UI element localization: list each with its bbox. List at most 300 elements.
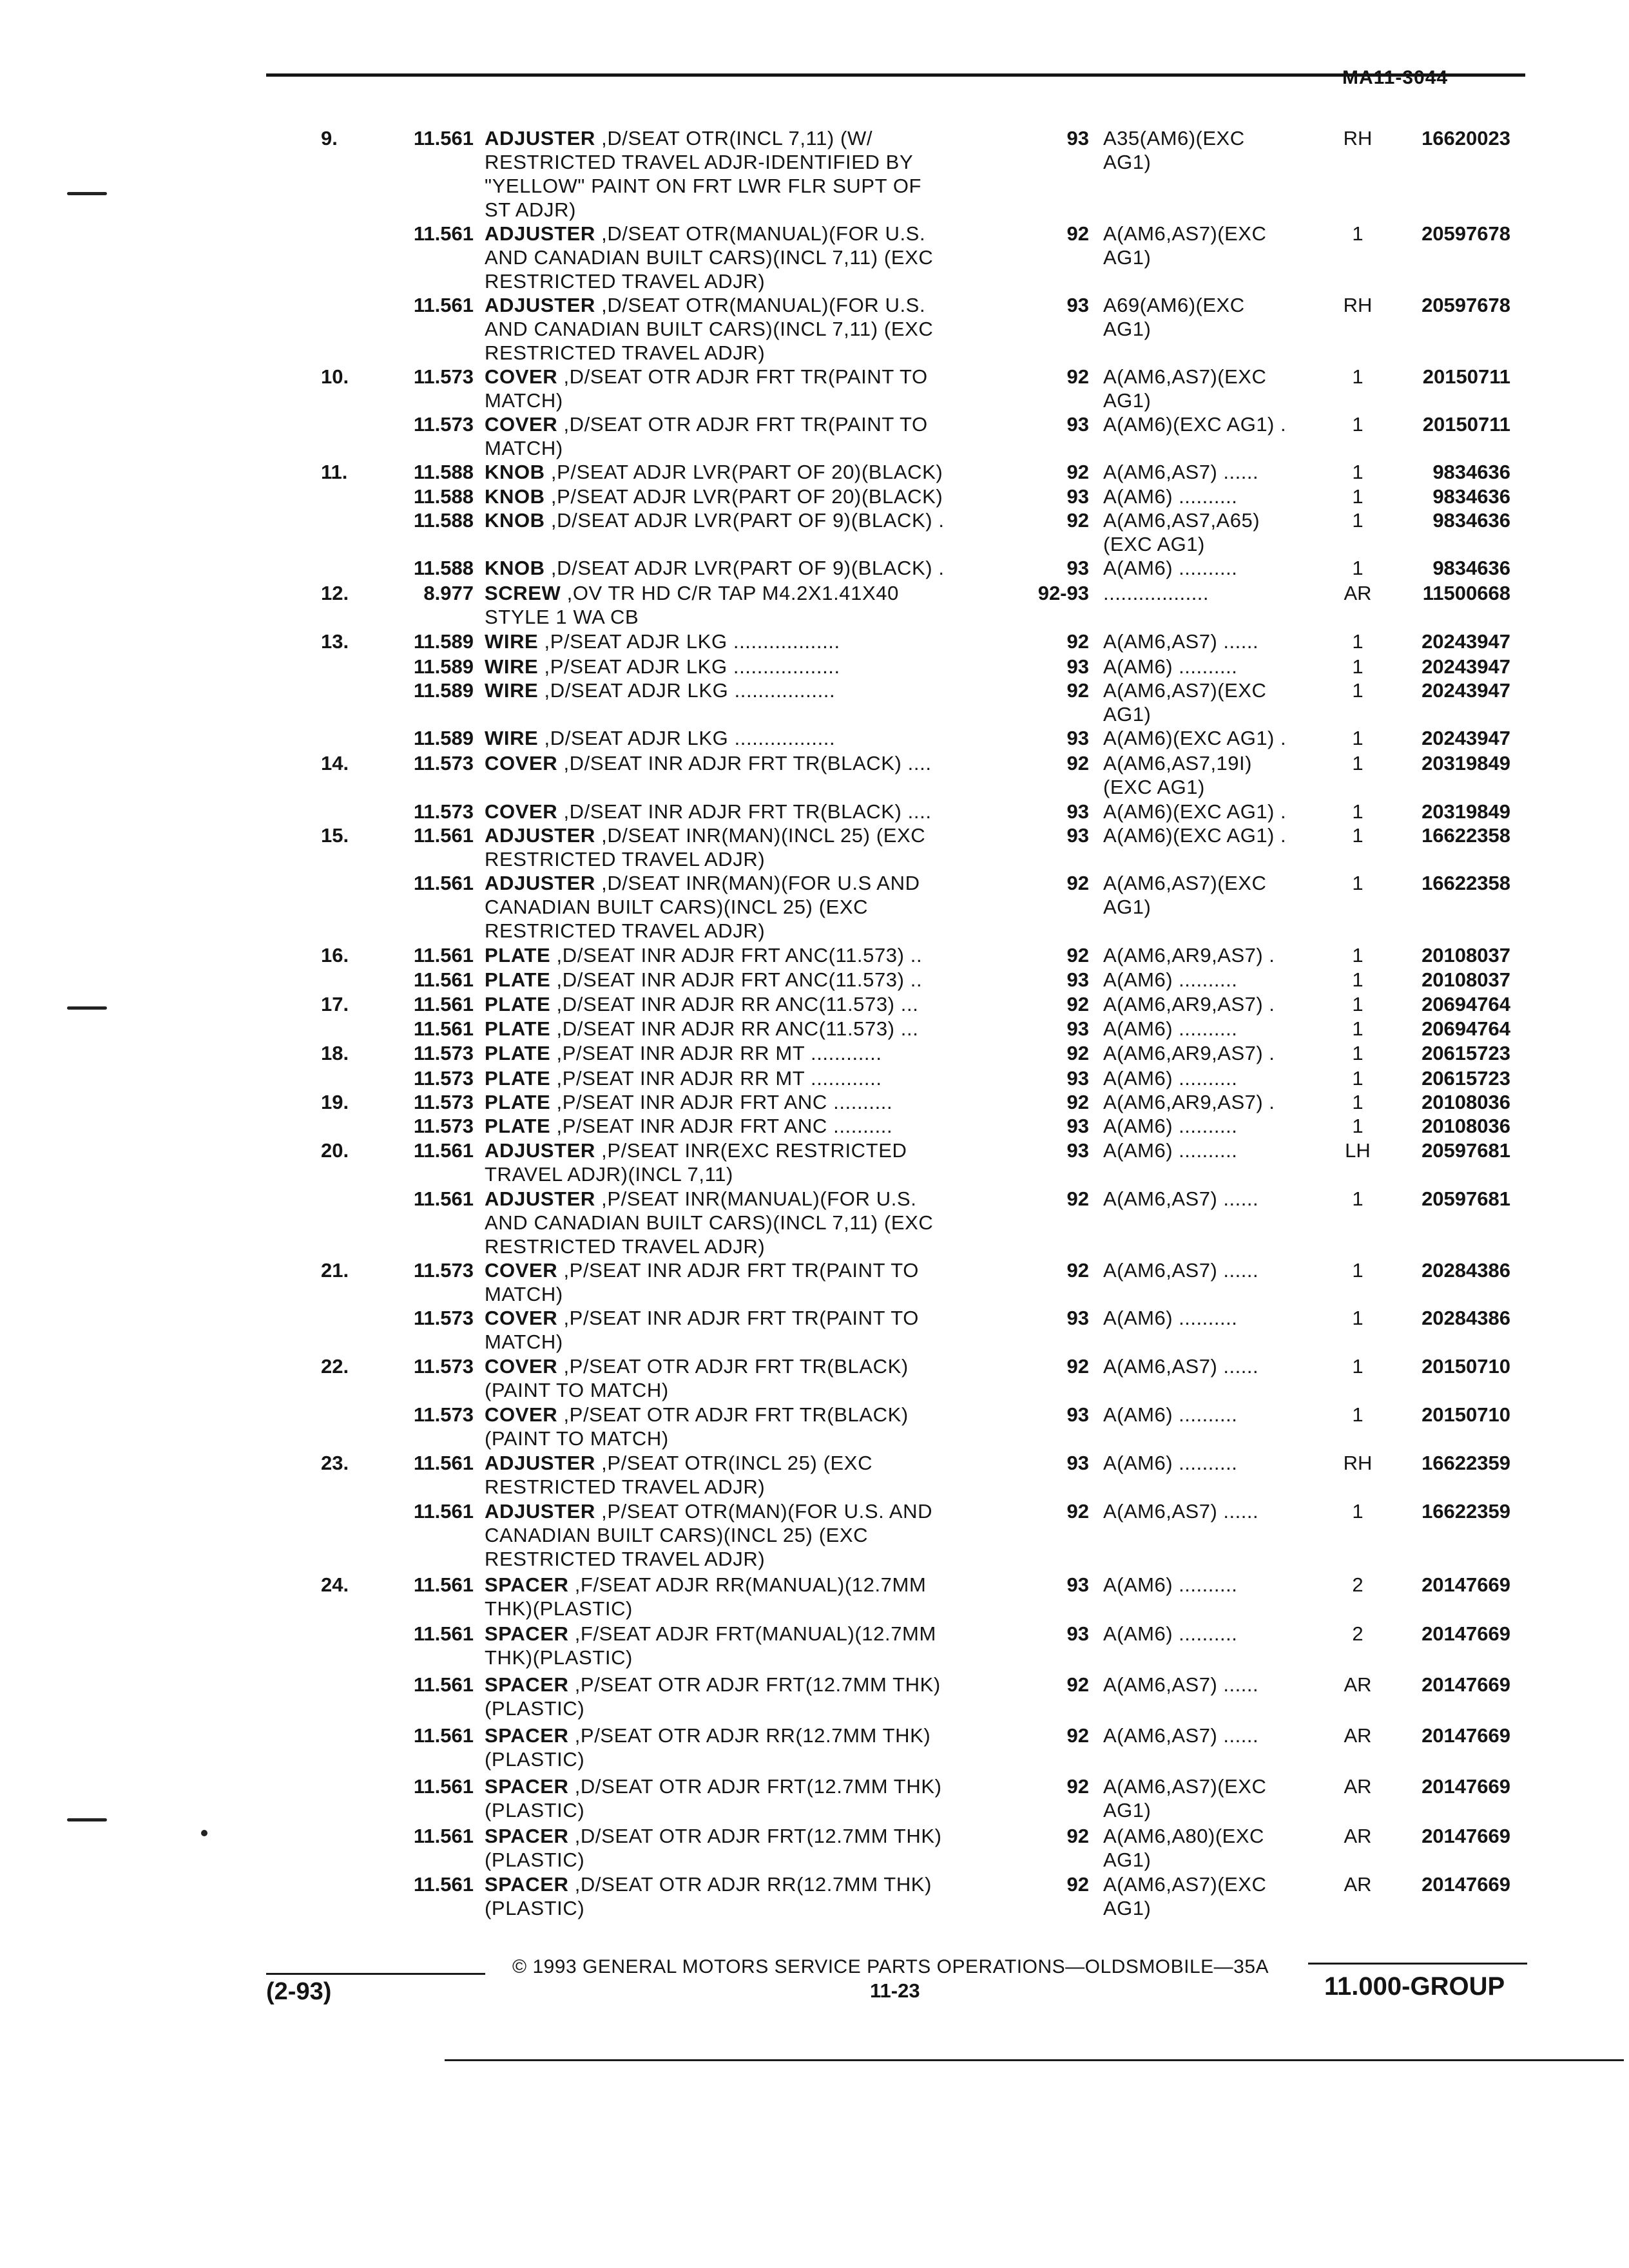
table-row xyxy=(0,1114,1629,1139)
group-number: 11.561 xyxy=(413,1825,474,1847)
part-number: 9834636 xyxy=(1432,485,1510,508)
model-applicability: A(AM6,AS7)(EXC AG1) xyxy=(1103,679,1267,726)
group-number: 11.573 xyxy=(413,1091,474,1113)
part-number: 16622358 xyxy=(1422,872,1510,894)
model-applicability: A(AM6,AS7) ...... xyxy=(1103,1355,1259,1378)
quantity: 1 xyxy=(1352,727,1364,749)
part-number: 20108037 xyxy=(1422,944,1510,966)
quantity: RH xyxy=(1343,1452,1373,1474)
quantity: AR xyxy=(1344,1775,1372,1798)
part-detail: ,P/SEAT OTR(INCL 25) (EXC RESTRICTED TRAVEL ADJR) xyxy=(485,1452,873,1498)
model-applicability: A(AM6) .......... xyxy=(1103,1115,1238,1137)
model-applicability: A(AM6) .......... xyxy=(1103,1573,1238,1596)
part-detail: ,D/SEAT INR ADJR RR ANC(11.573) ... xyxy=(550,993,919,1015)
table-row xyxy=(0,1090,1629,1114)
part-name: SPACER xyxy=(485,1622,569,1645)
part-name: COVER xyxy=(485,1307,558,1329)
part-detail: ,D/SEAT INR ADJR RR ANC(11.573) ... xyxy=(550,1017,919,1040)
part-detail: ,F/SEAT ADJR FRT(MANUAL)(12.7MM THK)(PLASTIC) xyxy=(485,1622,936,1669)
part-detail: ,D/SEAT OTR(MANUAL)(FOR U.S. AND CANADIAN BUILT CARS)(INCL 7,11) (EXC RESTRICTED TRAVEL ADJR) xyxy=(485,222,934,293)
quantity: 1 xyxy=(1352,800,1364,823)
figure-number: 10. xyxy=(321,365,349,388)
model-year: 93 xyxy=(1066,1622,1089,1645)
part-number: 20319849 xyxy=(1422,752,1510,774)
model-year: 92 xyxy=(1066,222,1089,245)
table-row xyxy=(0,485,1629,508)
quantity: 1 xyxy=(1352,1091,1364,1113)
part-number: 20147669 xyxy=(1422,1775,1510,1798)
model-year: 93 xyxy=(1066,1307,1089,1329)
model-year: 92 xyxy=(1066,1355,1089,1378)
group-number: 11.561 xyxy=(413,127,474,149)
quantity: AR xyxy=(1344,1673,1372,1696)
table-row xyxy=(0,1573,1629,1622)
part-description xyxy=(485,1724,1013,1771)
part-number: 20615723 xyxy=(1422,1042,1510,1064)
model-applicability: A(AM6,A80)(EXC AG1) xyxy=(1103,1825,1264,1871)
model-year: 92 xyxy=(1066,630,1089,653)
quantity: 1 xyxy=(1352,1067,1364,1090)
model-year: 92 xyxy=(1066,365,1089,388)
group-number: 11.573 xyxy=(413,413,474,436)
quantity: 1 xyxy=(1352,1187,1364,1210)
part-name: WIRE xyxy=(485,727,539,749)
model-year: 93 xyxy=(1066,968,1089,991)
part-detail: ,P/SEAT INR ADJR FRT TR(PAINT TO MATCH) xyxy=(485,1307,919,1353)
part-number: 20150711 xyxy=(1422,413,1510,436)
model-year: 92-93 xyxy=(1037,582,1089,604)
model-applicability: A(AM6,AS7,A65) (EXC AG1) xyxy=(1103,509,1260,555)
model-applicability: A(AM6,AR9,AS7) . xyxy=(1103,1042,1275,1064)
group-number: 11.561 xyxy=(413,1017,474,1040)
part-name: PLATE xyxy=(485,1115,551,1137)
group-number: 11.589 xyxy=(413,679,474,702)
model-applicability: A(AM6) .......... xyxy=(1103,1452,1238,1474)
model-year: 92 xyxy=(1066,1825,1089,1847)
table-row xyxy=(0,800,1629,823)
quantity: 1 xyxy=(1352,1403,1364,1426)
model-applicability: A(AM6,AS7) ...... xyxy=(1103,1500,1259,1523)
part-detail: ,D/SEAT OTR(INCL 7,11) (W/ RESTRICTED TRAVEL ADJR-IDENTIFIED BY "YELLOW" PAINT ON FRT LWR FLR SUPT OF ST ADJR) xyxy=(485,127,922,221)
part-description xyxy=(485,1824,1013,1872)
part-detail: ,D/SEAT ADJR LVR(PART OF 9)(BLACK) . xyxy=(545,509,945,532)
model-year: 92 xyxy=(1066,752,1089,774)
group-number: 11.573 xyxy=(413,1355,474,1378)
model-year: 92 xyxy=(1066,1673,1089,1696)
group-number: 11.573 xyxy=(413,365,474,388)
model-year: 92 xyxy=(1066,1259,1089,1282)
copyright-notice: © 1993 GENERAL MOTORS SERVICE PARTS OPERATIONS—OLDSMOBILE—35A xyxy=(512,1956,1269,1977)
part-description xyxy=(485,1774,1013,1822)
figure-number: 16. xyxy=(321,944,349,966)
model-year: 93 xyxy=(1066,1573,1089,1596)
part-description xyxy=(485,1258,1013,1306)
table-row xyxy=(0,678,1629,726)
group-number: 11.561 xyxy=(413,872,474,894)
revision-date: (2-93) xyxy=(266,1978,332,2005)
model-applicability: A(AM6) .......... xyxy=(1103,557,1238,579)
part-detail: ,F/SEAT ADJR RR(MANUAL)(12.7MM THK)(PLASTIC) xyxy=(485,1573,927,1620)
table-row xyxy=(0,581,1629,629)
part-name: COVER xyxy=(485,1403,558,1426)
punch-mark xyxy=(67,1006,107,1010)
table-row xyxy=(0,1258,1629,1306)
part-detail: ,P/SEAT OTR ADJR FRT(12.7MM THK) (PLASTIC) xyxy=(485,1673,941,1720)
table-row xyxy=(0,126,1629,222)
part-name: COVER xyxy=(485,365,558,388)
model-year: 93 xyxy=(1066,727,1089,749)
model-applicability: A(AM6) .......... xyxy=(1103,1622,1238,1645)
part-name: PLATE xyxy=(485,1091,551,1113)
group-number: 11.561 xyxy=(413,1452,474,1474)
group-number: 11.589 xyxy=(413,630,474,653)
quantity: 1 xyxy=(1352,872,1364,894)
part-number: 20597681 xyxy=(1422,1187,1510,1210)
figure-number: 11. xyxy=(321,461,348,483)
part-description xyxy=(485,1451,1013,1499)
part-number: 20284386 xyxy=(1422,1307,1510,1329)
table-row xyxy=(0,968,1629,992)
part-detail: ,P/SEAT INR ADJR FRT TR(PAINT TO MATCH) xyxy=(485,1259,919,1305)
table-row xyxy=(0,1872,1629,1921)
top-rule xyxy=(266,73,1525,77)
quantity: 1 xyxy=(1352,944,1364,966)
figure-number: 20. xyxy=(321,1139,349,1162)
quantity: 2 xyxy=(1352,1573,1364,1596)
part-number: 20147669 xyxy=(1422,1873,1510,1896)
part-description xyxy=(485,1872,1013,1920)
table-row xyxy=(0,655,1629,678)
part-detail: ,P/SEAT INR(MANUAL)(FOR U.S. AND CANADIAN BUILT CARS)(INCL 7,11) (EXC RESTRICTED TRAVEL ADJR) xyxy=(485,1187,934,1258)
part-number: 20147669 xyxy=(1422,1724,1510,1747)
part-number: 20108036 xyxy=(1422,1115,1510,1137)
quantity: 2 xyxy=(1352,1622,1364,1645)
model-year: 93 xyxy=(1066,413,1089,436)
part-number: 20108037 xyxy=(1422,968,1510,991)
part-name: PLATE xyxy=(485,1017,551,1040)
part-description xyxy=(485,823,1013,871)
part-name: ADJUSTER xyxy=(485,1452,595,1474)
part-description xyxy=(485,1139,1013,1186)
quantity: 1 xyxy=(1352,509,1364,532)
part-number: 9834636 xyxy=(1432,509,1510,532)
quantity: 1 xyxy=(1352,557,1364,579)
group-number: 11.561 xyxy=(413,944,474,966)
group-number: 11.588 xyxy=(413,485,474,508)
part-name: SPACER xyxy=(485,1573,569,1596)
quantity: 1 xyxy=(1352,679,1364,702)
part-description xyxy=(485,1354,1013,1402)
page-number: 11-23 xyxy=(870,1979,920,2002)
table-row xyxy=(0,629,1629,655)
quantity: 1 xyxy=(1352,1259,1364,1282)
model-applicability: A(AM6) .......... xyxy=(1103,968,1238,991)
group-number: 11.561 xyxy=(413,1500,474,1523)
part-number: 9834636 xyxy=(1432,461,1510,483)
model-year: 92 xyxy=(1066,461,1089,483)
table-row xyxy=(0,293,1629,365)
quantity: 1 xyxy=(1352,824,1364,847)
table-row xyxy=(0,365,1629,412)
part-description xyxy=(485,1499,1013,1571)
part-detail: ,P/SEAT INR(EXC RESTRICTED TRAVEL ADJR)(INCL 7,11) xyxy=(485,1139,907,1186)
model-applicability: A(AM6,AS7) ...... xyxy=(1103,1259,1259,1282)
part-description xyxy=(485,1622,1013,1669)
group-number: 8.977 xyxy=(423,582,474,604)
part-number: 9834636 xyxy=(1432,557,1510,579)
group-number: 11.561 xyxy=(413,1775,474,1798)
quantity: 1 xyxy=(1352,1017,1364,1040)
model-year: 92 xyxy=(1066,679,1089,702)
group-number: 11.573 xyxy=(413,1259,474,1282)
model-applicability: A(AM6)(EXC AG1) . xyxy=(1103,413,1287,436)
part-detail: ,P/SEAT ADJR LVR(PART OF 20)(BLACK) xyxy=(545,485,943,508)
part-detail: ,D/SEAT INR ADJR FRT ANC(11.573) .. xyxy=(550,968,923,991)
part-detail: ,P/SEAT INR ADJR FRT ANC .......... xyxy=(550,1115,893,1137)
model-applicability: A(AM6)(EXC AG1) . xyxy=(1103,727,1287,749)
model-applicability: A(AM6,AS7)(EXC AG1) xyxy=(1103,222,1267,269)
part-name: ADJUSTER xyxy=(485,824,595,847)
group-label: 11.000-GROUP xyxy=(1324,1972,1505,2001)
part-description xyxy=(485,1187,1013,1258)
model-applicability: A(AM6,AS7) ...... xyxy=(1103,630,1259,653)
bottom-rule xyxy=(445,2059,1624,2061)
model-applicability: A(AM6,AR9,AS7) . xyxy=(1103,1091,1275,1113)
model-applicability: A35(AM6)(EXC AG1) xyxy=(1103,127,1245,173)
table-row xyxy=(0,222,1629,293)
part-detail: ,P/SEAT OTR ADJR FRT TR(BLACK) (PAINT TO MATCH) xyxy=(485,1403,909,1450)
model-year: 92 xyxy=(1066,509,1089,532)
part-description xyxy=(485,485,1013,508)
part-description xyxy=(485,1041,1013,1065)
parts-list xyxy=(0,126,1629,1921)
model-year: 93 xyxy=(1066,557,1089,579)
part-name: KNOB xyxy=(485,485,545,508)
part-number: 16620023 xyxy=(1422,127,1510,149)
figure-number: 23. xyxy=(321,1452,349,1474)
part-detail: ,D/SEAT INR ADJR FRT ANC(11.573) .. xyxy=(550,944,923,966)
document-id: MA11-3044 xyxy=(1342,67,1449,88)
part-number: 20150710 xyxy=(1422,1403,1510,1426)
model-year: 92 xyxy=(1066,1500,1089,1523)
quantity: 1 xyxy=(1352,461,1364,483)
model-year: 92 xyxy=(1066,993,1089,1015)
part-number: 16622359 xyxy=(1422,1500,1510,1523)
quantity: 1 xyxy=(1352,1042,1364,1064)
model-applicability: A(AM6) .......... xyxy=(1103,1307,1238,1329)
group-number: 11.561 xyxy=(413,1573,474,1596)
model-applicability: A(AM6,AS7,19I) (EXC AG1) xyxy=(1103,752,1252,798)
quantity: 1 xyxy=(1352,1500,1364,1523)
part-number: 20150711 xyxy=(1422,365,1510,388)
part-description xyxy=(485,726,1013,750)
group-number: 11.561 xyxy=(413,993,474,1015)
model-year: 93 xyxy=(1066,294,1089,316)
group-number: 11.588 xyxy=(413,461,474,483)
part-number: 20147669 xyxy=(1422,1622,1510,1645)
model-year: 93 xyxy=(1066,127,1089,149)
quantity: 1 xyxy=(1352,365,1364,388)
part-number: 20150710 xyxy=(1422,1355,1510,1378)
table-row xyxy=(0,943,1629,968)
part-description xyxy=(485,655,1013,678)
part-name: SCREW xyxy=(485,582,561,604)
model-applicability: A(AM6) .......... xyxy=(1103,1067,1238,1090)
part-description xyxy=(485,678,1013,702)
part-description xyxy=(485,508,1013,532)
part-description xyxy=(485,412,1013,460)
table-row xyxy=(0,1187,1629,1258)
model-applicability: A(AM6)(EXC AG1) . xyxy=(1103,800,1287,823)
group-number: 11.561 xyxy=(413,222,474,245)
part-detail: ,P/SEAT OTR(MAN)(FOR U.S. AND CANADIAN BUILT CARS)(INCL 25) (EXC RESTRICTED TRAVEL ADJR) xyxy=(485,1500,933,1570)
group-number: 11.561 xyxy=(413,1873,474,1896)
part-name: COVER xyxy=(485,1259,558,1282)
quantity: RH xyxy=(1343,294,1373,316)
figure-number: 13. xyxy=(321,630,349,653)
quantity: 1 xyxy=(1352,1115,1364,1137)
model-year: 92 xyxy=(1066,1873,1089,1896)
part-name: COVER xyxy=(485,1355,558,1378)
punch-mark xyxy=(67,192,107,195)
model-year: 92 xyxy=(1066,872,1089,894)
part-detail: ,D/SEAT OTR ADJR FRT TR(PAINT TO MATCH) xyxy=(485,413,928,459)
model-applicability: .................. xyxy=(1103,582,1210,604)
part-name: WIRE xyxy=(485,679,539,702)
model-applicability: A(AM6) .......... xyxy=(1103,1139,1238,1162)
quantity: 1 xyxy=(1352,485,1364,508)
part-name: PLATE xyxy=(485,944,551,966)
part-number: 20319849 xyxy=(1422,800,1510,823)
table-row xyxy=(0,1673,1629,1724)
part-detail: ,D/SEAT OTR ADJR FRT(12.7MM THK) (PLASTIC) xyxy=(485,1825,942,1871)
model-year: 92 xyxy=(1066,1042,1089,1064)
part-name: PLATE xyxy=(485,993,551,1015)
table-row xyxy=(0,1451,1629,1499)
part-description xyxy=(485,751,1013,775)
model-year: 92 xyxy=(1066,1091,1089,1113)
model-applicability: A(AM6,AS7) ...... xyxy=(1103,1724,1259,1747)
part-description xyxy=(485,581,1013,629)
group-number: 11.573 xyxy=(413,752,474,774)
part-number: 20597681 xyxy=(1422,1139,1510,1162)
part-description xyxy=(485,1573,1013,1620)
part-detail: ,D/SEAT OTR ADJR FRT(12.7MM THK) (PLASTIC) xyxy=(485,1775,942,1821)
part-description xyxy=(485,460,1013,484)
part-name: PLATE xyxy=(485,968,551,991)
group-number: 11.573 xyxy=(413,800,474,823)
model-year: 93 xyxy=(1066,1139,1089,1162)
group-number: 11.561 xyxy=(413,968,474,991)
model-year: 93 xyxy=(1066,485,1089,508)
table-row xyxy=(0,1403,1629,1451)
quantity: AR xyxy=(1344,582,1372,604)
table-row xyxy=(0,1066,1629,1090)
quantity: LH xyxy=(1345,1139,1371,1162)
part-description xyxy=(485,992,1013,1016)
table-row xyxy=(0,823,1629,871)
table-row xyxy=(0,871,1629,943)
part-description xyxy=(485,871,1013,943)
part-description xyxy=(485,629,1013,653)
part-detail: ,D/SEAT OTR(MANUAL)(FOR U.S. AND CANADIAN BUILT CARS)(INCL 7,11) (EXC RESTRICTED TRAVEL ADJR) xyxy=(485,294,934,364)
model-year: 93 xyxy=(1066,1452,1089,1474)
part-name: COVER xyxy=(485,800,558,823)
part-number: 20147669 xyxy=(1422,1573,1510,1596)
model-applicability: A(AM6,AS7)(EXC AG1) xyxy=(1103,1873,1267,1919)
group-number: 11.588 xyxy=(413,509,474,532)
table-row xyxy=(0,992,1629,1017)
group-number: 11.573 xyxy=(413,1042,474,1064)
part-detail: ,D/SEAT INR ADJR FRT TR(BLACK) .... xyxy=(557,800,932,823)
table-row xyxy=(0,726,1629,751)
part-detail: ,P/SEAT INR ADJR RR MT ............ xyxy=(550,1067,882,1090)
figure-number: 21. xyxy=(321,1259,349,1282)
part-detail: ,D/SEAT INR(MAN)(INCL 25) (EXC RESTRICTED TRAVEL ADJR) xyxy=(485,824,926,870)
part-detail: ,D/SEAT ADJR LKG ................. xyxy=(538,679,836,702)
punch-mark xyxy=(67,1818,107,1821)
model-applicability: A(AM6,AS7) ...... xyxy=(1103,1673,1259,1696)
table-row xyxy=(0,556,1629,581)
quantity: 1 xyxy=(1352,413,1364,436)
quantity: AR xyxy=(1344,1873,1372,1896)
part-detail: ,D/SEAT OTR ADJR RR(12.7MM THK) (PLASTIC) xyxy=(485,1873,932,1919)
model-applicability: A(AM6,AR9,AS7) . xyxy=(1103,944,1275,966)
group-number: 11.589 xyxy=(413,727,474,749)
model-year: 92 xyxy=(1066,1187,1089,1210)
figure-number: 24. xyxy=(321,1573,349,1596)
part-detail: ,P/SEAT ADJR LVR(PART OF 20)(BLACK) xyxy=(545,461,943,483)
part-number: 20284386 xyxy=(1422,1259,1510,1282)
part-description xyxy=(485,800,1013,823)
table-row xyxy=(0,1622,1629,1673)
punch-dot xyxy=(201,1830,207,1836)
part-name: WIRE xyxy=(485,655,539,678)
figure-number: 17. xyxy=(321,993,349,1015)
table-row xyxy=(0,1824,1629,1872)
part-description xyxy=(485,556,1013,580)
table-row xyxy=(0,751,1629,800)
group-number: 11.588 xyxy=(413,557,474,579)
group-number: 11.573 xyxy=(413,1115,474,1137)
part-number: 20694764 xyxy=(1422,1017,1510,1040)
part-number: 20615723 xyxy=(1422,1067,1510,1090)
part-name: ADJUSTER xyxy=(485,1187,595,1210)
part-detail: ,P/SEAT OTR ADJR FRT TR(BLACK) (PAINT TO MATCH) xyxy=(485,1355,909,1401)
model-applicability: A(AM6) .......... xyxy=(1103,1017,1238,1040)
part-name: KNOB xyxy=(485,461,545,483)
table-row xyxy=(0,412,1629,460)
model-applicability: A(AM6,AS7)(EXC AG1) xyxy=(1103,365,1267,412)
model-applicability: A(AM6,AR9,AS7) . xyxy=(1103,993,1275,1015)
part-name: ADJUSTER xyxy=(485,1500,595,1523)
part-name: ADJUSTER xyxy=(485,1139,595,1162)
table-row xyxy=(0,460,1629,485)
part-number: 20243947 xyxy=(1422,655,1510,678)
figure-number: 15. xyxy=(321,824,349,847)
group-number: 11.589 xyxy=(413,655,474,678)
part-detail: ,P/SEAT OTR ADJR RR(12.7MM THK) (PLASTIC) xyxy=(485,1724,931,1771)
table-row xyxy=(0,1306,1629,1354)
part-detail: ,P/SEAT ADJR LKG .................. xyxy=(538,655,840,678)
quantity: 1 xyxy=(1352,752,1364,774)
model-applicability: A(AM6) .......... xyxy=(1103,1403,1238,1426)
part-description xyxy=(485,1017,1013,1041)
part-number: 20243947 xyxy=(1422,679,1510,702)
part-description xyxy=(485,968,1013,992)
table-row xyxy=(0,1774,1629,1824)
model-year: 93 xyxy=(1066,1403,1089,1426)
